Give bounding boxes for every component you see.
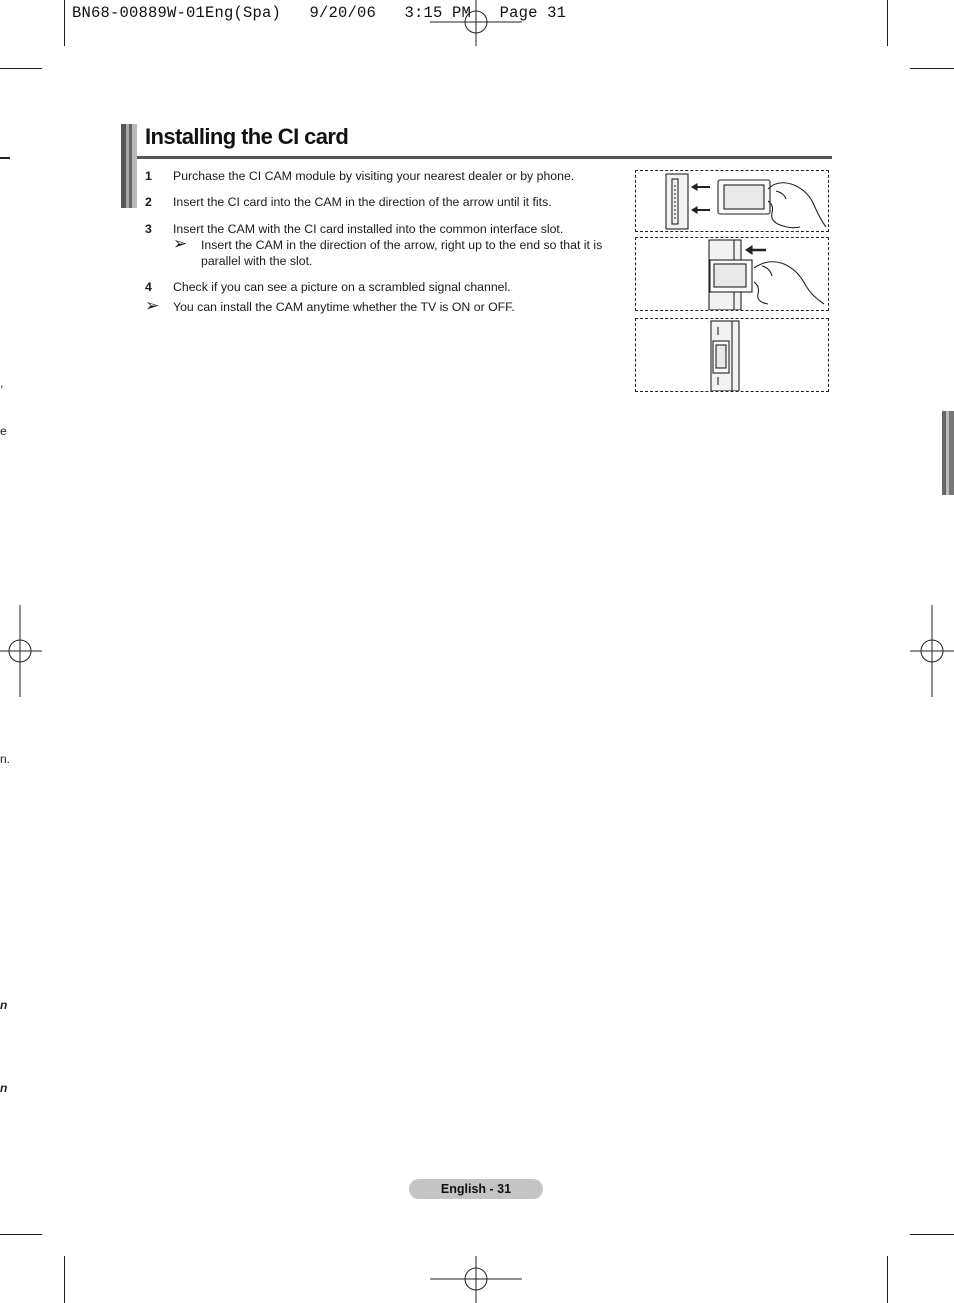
step-text: Check if you can see a picture on a scrambled signal channel. <box>173 280 511 294</box>
step-number: 2 <box>145 195 152 209</box>
cam-into-slot-illustration <box>635 237 829 311</box>
bleed-mark: n. <box>0 752 11 766</box>
bleed-mark: n <box>0 998 8 1012</box>
step-note-text: Insert the CAM in the direction of the arrow, right up to the end so that it is parallel with the slot. <box>201 238 603 268</box>
step-text: Insert the CI card into the CAM in the direction of the arrow until it fits. <box>173 195 552 209</box>
instruction-list <box>145 168 615 315</box>
step-item <box>145 279 615 295</box>
bleed-mark: e <box>0 424 7 438</box>
title-accent-bar <box>121 124 137 208</box>
step-number: 1 <box>145 169 152 183</box>
bleed-mark: , <box>0 376 4 390</box>
card-into-cam-illustration <box>635 170 829 232</box>
step-item <box>145 221 615 237</box>
arrow-pointer-icon: ➢ <box>173 234 188 253</box>
page-title: Installing the CI card <box>145 124 349 149</box>
step-number: 4 <box>145 280 152 294</box>
step-number: 3 <box>145 222 152 236</box>
arrow-pointer-icon: ➢ <box>145 296 160 315</box>
step-text: Insert the CAM with the CI card installed into the common interface slot. <box>173 222 564 236</box>
page-number-badge: English - 31 <box>409 1179 543 1199</box>
print-slug: BN68-00889W-01Eng(Spa) 9/20/06 3:15 PM Page 31 <box>72 4 567 22</box>
section-thumb-tab <box>942 411 954 495</box>
final-note-text: You can install the CAM anytime whether the TV is ON or OFF. <box>173 300 515 314</box>
step-note <box>145 234 615 269</box>
final-note <box>145 296 615 315</box>
step-item <box>145 194 615 210</box>
cam-installed-illustration <box>635 318 829 392</box>
bleed-mark: n <box>0 1081 8 1095</box>
step-item <box>145 168 615 184</box>
title-underline <box>137 156 832 159</box>
step-text: Purchase the CI CAM module by visiting your nearest dealer or by phone. <box>173 169 575 183</box>
